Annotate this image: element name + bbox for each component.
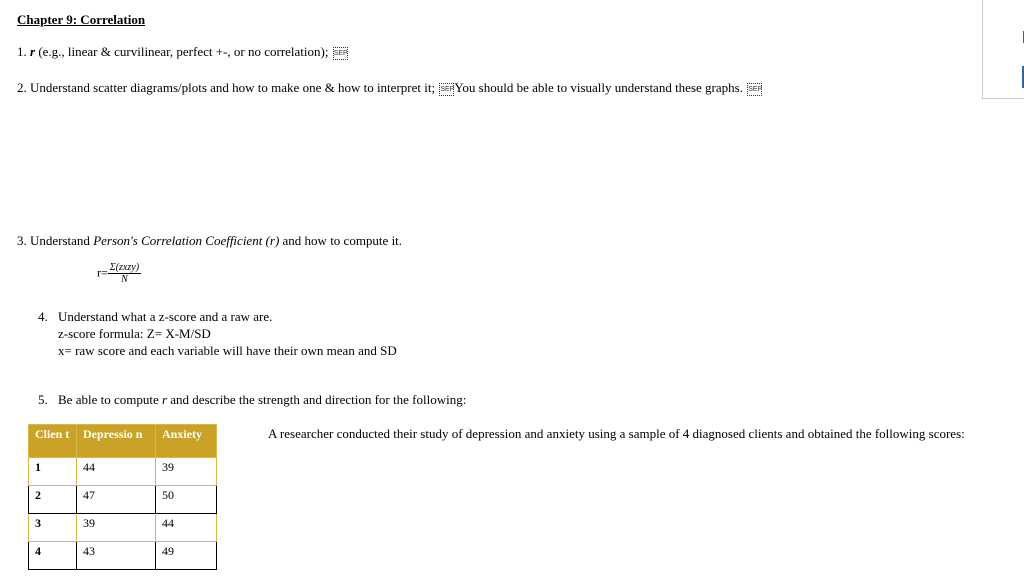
item-3 [17, 233, 402, 249]
scores-table [28, 424, 217, 570]
item-5-text-a: Be able to compute [58, 392, 159, 407]
correlation-formula [97, 262, 141, 285]
item-3-text-a: Understand [30, 233, 90, 248]
column-header-client: Clien t [29, 425, 77, 458]
depression-cell: 43 [77, 542, 156, 570]
table-row [29, 542, 217, 570]
item-2-number: 2. [17, 80, 27, 95]
client-cell: 1 [29, 458, 77, 486]
item-5-r-symbol: r [161, 392, 168, 407]
depression-cell: 39 [77, 514, 156, 542]
table-row [29, 514, 217, 542]
item-2-text-2: You should be able to visually understand these graphs. [454, 80, 743, 95]
item-3-number: 3. [17, 233, 27, 248]
formula-numerator: Σ(zxzy) [109, 262, 140, 273]
item-1 [17, 44, 348, 60]
item-3-text-c: and how to compute it. [282, 233, 403, 248]
item-4-line-1: Understand what a z-score and a raw are. [58, 309, 273, 324]
item-1-r-symbol: r [30, 44, 36, 59]
anxiety-cell: 39 [156, 458, 217, 486]
anxiety-cell: 49 [156, 542, 217, 570]
researcher-description: A researcher conducted their study of depression and anxiety using a sample of 4 diagnosed clients and obtained the following scores: [268, 426, 965, 441]
item-4-number: 4. [38, 309, 48, 324]
sep-marker-icon: SEP [439, 83, 454, 96]
sep-marker-icon: SEP [333, 47, 348, 60]
item-4-line-3: x= raw score and each variable will have their own mean and SD [58, 343, 397, 358]
formula-lhs: r= [97, 265, 108, 280]
item-5 [58, 392, 466, 408]
anxiety-cell: 50 [156, 486, 217, 514]
sep-marker-icon: SEP [747, 83, 762, 96]
anxiety-cell: 44 [156, 514, 217, 542]
table-row [29, 458, 217, 486]
table-header-row [29, 425, 217, 458]
side-panel-edge [982, 0, 1024, 99]
column-header-anxiety: Anxiety [156, 425, 217, 458]
client-cell: 4 [29, 542, 77, 570]
depression-cell: 44 [77, 458, 156, 486]
item-2-text: Understand scatter diagrams/plots and how to make one & how to interpret it; [30, 80, 436, 95]
item-1-text: (e.g., linear & curvilinear, perfect +-, or no correlation); [38, 44, 329, 59]
item-2 [17, 80, 762, 96]
item-3-term: Person's Correlation Coefficient (r) [93, 233, 280, 248]
item-4-line-2: z-score formula: Z= X-M/SD [58, 326, 211, 341]
table-row [29, 486, 217, 514]
column-header-depression: Depressio n [77, 425, 156, 458]
formula-denominator: N [121, 274, 128, 285]
client-cell: 2 [29, 486, 77, 514]
item-5-number: 5. [38, 392, 48, 407]
chapter-title: Chapter 9: Correlation [17, 12, 146, 27]
depression-cell: 47 [77, 486, 156, 514]
item-5-text-b: and describe the strength and direction for the following: [170, 392, 467, 407]
item-1-number: 1. [17, 44, 27, 59]
client-cell: 3 [29, 514, 77, 542]
formula-fraction [108, 262, 141, 285]
